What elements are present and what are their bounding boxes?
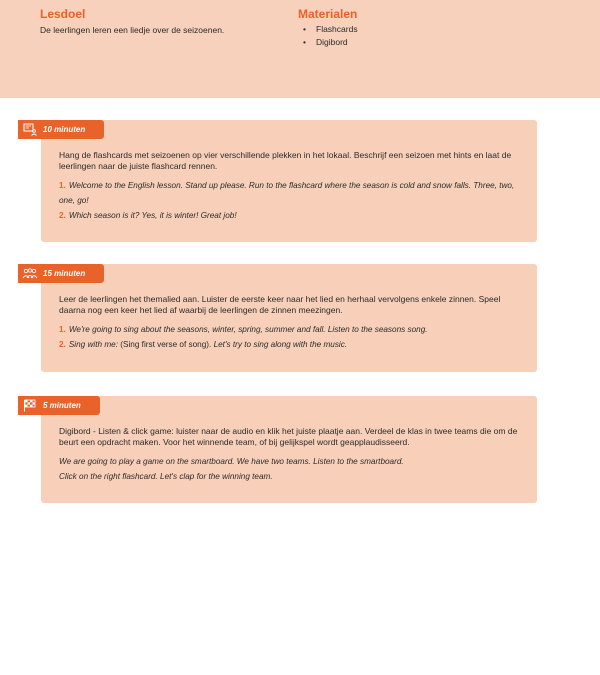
activity-intro: Digibord - Listen & click game: luister naar de audio en klik het juiste plaatje aan. Verdeel de klas in twee teams die om de beurt een opdracht maken. Voor het winnende team, of bij gelijkspel wordt geapplaudisseerd. bbox=[59, 426, 518, 447]
materialen-list bbox=[298, 23, 558, 49]
list-item: • Flashcards bbox=[303, 24, 358, 34]
activity-intro: Hang de flashcards met seizoenen op vier verschillende plekken in het lokaal. Beschrijf een seizoen met hints en laat de leerlingen naar de juiste flashcard rennen. bbox=[59, 150, 512, 171]
duration-label: 5 minuten bbox=[43, 401, 81, 410]
script-line: 1. We're going to sing about the seasons, winter, spring, summer and fall. Listen to the seasons song. bbox=[59, 325, 428, 334]
duration-label: 10 minuten bbox=[43, 125, 86, 134]
duration-tag-2 bbox=[18, 264, 104, 283]
duration-tag-1 bbox=[18, 120, 104, 139]
presentation-icon bbox=[22, 123, 38, 137]
script-line: We are going to play a game on the smartboard. We have two teams. Listen to the smartboard. bbox=[59, 457, 404, 466]
lesdoel-section bbox=[40, 7, 280, 37]
activity-intro: Leer de leerlingen het themalied aan. Luister de eerste keer naar het lied en herhaal vervolgens enkele zinnen. Speel daarna nog een keer het lied af waarbij de leerlingen de zinnen meezingen. bbox=[59, 294, 501, 315]
finish-flag-icon bbox=[22, 399, 38, 413]
group-icon bbox=[22, 267, 38, 281]
duration-label: 15 minuten bbox=[43, 269, 86, 278]
materialen-section bbox=[298, 7, 558, 49]
activity-body-2 bbox=[59, 294, 521, 352]
script-line: 2. Sing with me: (Sing first verse of song). Let's try to sing along with the music. bbox=[59, 340, 348, 349]
activity-body-1 bbox=[59, 150, 521, 223]
script-line: 1. Welcome to the English lesson. Stand up please. Run to the flashcard where the season is cold and snow falls. Three, two, one, go! bbox=[59, 181, 515, 205]
materialen-heading: Materialen bbox=[298, 7, 358, 21]
list-item: • Digibord bbox=[303, 37, 348, 47]
materialen-item-flashcards: Flashcards bbox=[316, 24, 358, 34]
lesdoel-heading: Lesdoel bbox=[40, 7, 86, 21]
script-line: Click on the right flashcard. Let's clap for the winning team. bbox=[59, 472, 273, 481]
duration-tag-3 bbox=[18, 396, 100, 415]
activity-body-3 bbox=[59, 426, 521, 484]
lesdoel-text: De leerlingen leren een liedje over de seizoenen. bbox=[40, 25, 225, 35]
lesson-info-band bbox=[0, 0, 600, 98]
script-line: 2. Which season is it? Yes, it is winter! Great job! bbox=[59, 211, 237, 220]
materialen-item-digibord: Digibord bbox=[316, 37, 348, 47]
